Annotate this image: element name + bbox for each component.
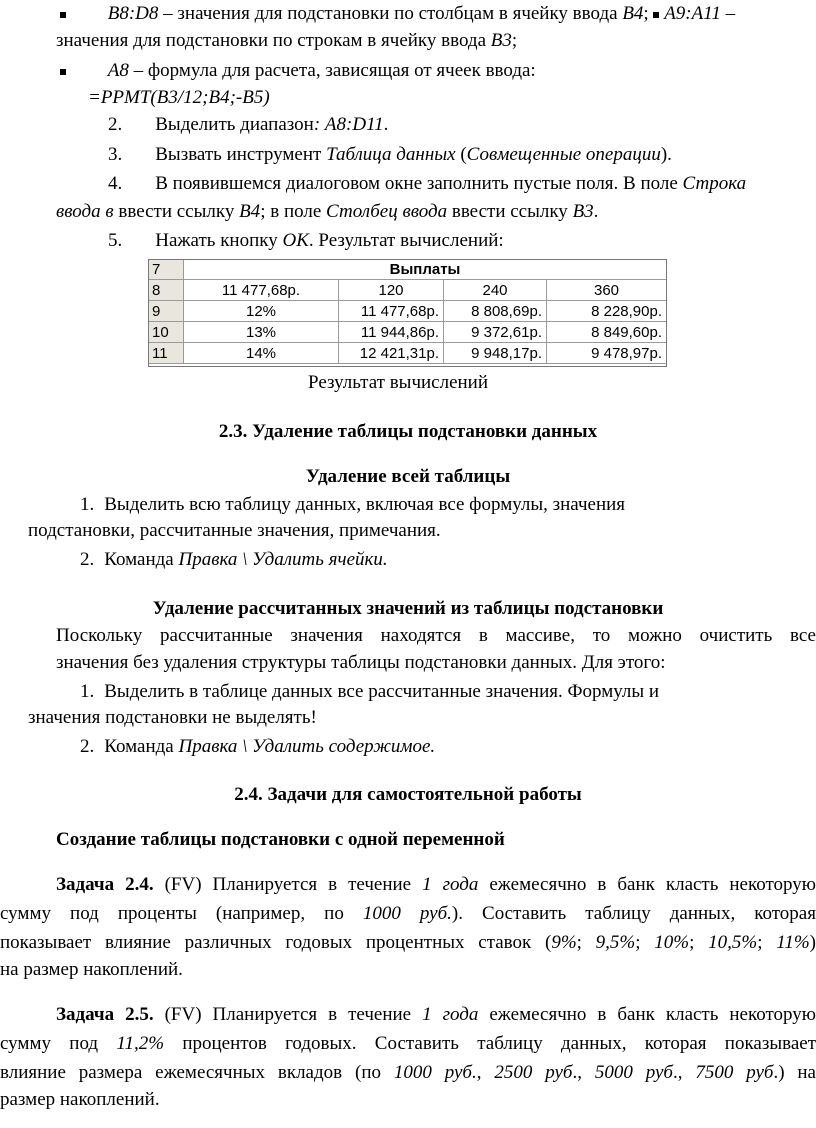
table-cell: 360 [547, 280, 667, 301]
table-cell: 14% [184, 343, 339, 364]
table-cell: 9 372,61р. [444, 322, 547, 343]
formula: =PPMT(B3/12;B4;-B5) [88, 87, 270, 108]
list-item-cont: значения подстановки не выделять! [28, 707, 317, 728]
step-5: 5. Нажать кнопку OK. Результат вычислений: [108, 230, 504, 251]
table-cell: 9 948,17р. [444, 343, 547, 364]
row-header: 10 [148, 322, 184, 343]
table-cell: 240 [444, 280, 547, 301]
list-item-cont: подстановки, рассчитанные значения, примечания. [28, 520, 441, 541]
task-2-5-line-3: влияние размера ежемесячных вкладов (по 1000 руб., 2500 руб., 5000 руб., 7500 руб.) на [0, 1062, 816, 1083]
table-row [148, 301, 667, 322]
table-cell: 9 478,97р. [547, 343, 667, 364]
row-header: 11 [148, 343, 184, 364]
table-cell: 12% [184, 301, 339, 322]
paragraph-line: Поскольку рассчитанные значения находятся в массиве, то можно очистить все [56, 625, 816, 646]
task-2-4-line-3: показывает влияние различных годовых процентных ставок (9%; 9,5%; 10%; 10,5%; 11%) [0, 932, 816, 953]
task-2-4-line-2: сумму под проценты (например, по 1000 руб.). Составить таблицу данных, которая [0, 903, 816, 924]
table-row [148, 343, 667, 364]
table-row [148, 322, 667, 343]
table-cell: 11 477,68р. [184, 280, 339, 301]
table-title: Выплаты [184, 259, 667, 280]
task-2-5-line-1: Задача 2.5. (FV) Планируется в течение 1 года ежемесячно в банк класть некоторую [56, 1004, 816, 1025]
task-2-4-line-4: на размер накоплений. [0, 959, 183, 980]
task-2-4-line-1: Задача 2.4. (FV) Планируется в течение 1 года ежемесячно в банк класть некоторую [56, 874, 816, 895]
table-row [148, 280, 667, 301]
list-item: 1. Выделить в таблице данных все рассчитанные значения. Формулы и [80, 681, 660, 702]
section-heading-2-3: 2.3. Удаление таблицы подстановки данных [218, 421, 598, 442]
subheading-one-variable: Создание таблицы подстановки с одной переменной [56, 829, 505, 850]
figure-caption: Результат вычислений [308, 372, 489, 393]
table-cell: 8 228,90р. [547, 301, 667, 322]
table-cell: 11 477,68р. [339, 301, 444, 322]
task-2-5-line-4: размер накоплений. [0, 1089, 160, 1110]
task-2-5-line-2: сумму под 11,2% процентов годовых. Составить таблицу данных, которая показывает [0, 1033, 816, 1054]
row-header: 7 [148, 259, 184, 280]
bullet-line-2: A8 – формула для расчета, зависящая от ячеек ввода: [60, 59, 536, 83]
subheading-delete-values: Удаление рассчитанных значений из таблицы подстановки [152, 598, 664, 619]
paragraph-line: значения без удаления структуры таблицы подстановки данных. Для этого: [56, 652, 666, 673]
row-header: 9 [148, 301, 184, 322]
table-cell: 8 808,69р. [444, 301, 547, 322]
excel-results-table [148, 259, 667, 367]
square-bullet-icon [60, 12, 66, 18]
section-heading-2-4: 2.4. Задачи для самостоятельной работы [234, 784, 582, 805]
table-cell: 8 849,60р. [547, 322, 667, 343]
step-3: 3. Вызвать инструмент Таблица данных (Совмещенные операции). [108, 144, 672, 165]
step-4-cont: ввода в ввести ссылку B4; в поле Столбец ввода ввести ссылку B3. [56, 201, 599, 222]
subheading-delete-all: Удаление всей таблицы [305, 466, 511, 487]
list-item: 2. Команда Правка \ Удалить ячейки. [80, 549, 388, 570]
table-cell: 12 421,31р. [339, 343, 444, 364]
bullet-line-1-cont: значения для подстановки по строкам в ячейку ввода B3; [56, 30, 518, 51]
bullet-line-1: B8:D8 – значения для подстановки по столбцам в ячейку ввода B4; A9:A11 – [60, 2, 735, 26]
square-bullet-icon [653, 12, 659, 18]
list-item: 1. Выделить всю таблицу данных, включая все формулы, значения [80, 494, 626, 515]
list-item: 2. Команда Правка \ Удалить содержимое. [80, 736, 436, 757]
square-bullet-icon [60, 69, 66, 75]
step-2: 2. Выделить диапазон: A8:D11. [108, 114, 389, 135]
step-4: 4. В появившемся диалоговом окне заполнить пустые поля. В поле Строка [108, 173, 747, 194]
row-header: 8 [148, 280, 184, 301]
table-cell: 13% [184, 322, 339, 343]
table-row [148, 259, 667, 280]
table-cell: 11 944,86р. [339, 322, 444, 343]
table-cell: 120 [339, 280, 444, 301]
